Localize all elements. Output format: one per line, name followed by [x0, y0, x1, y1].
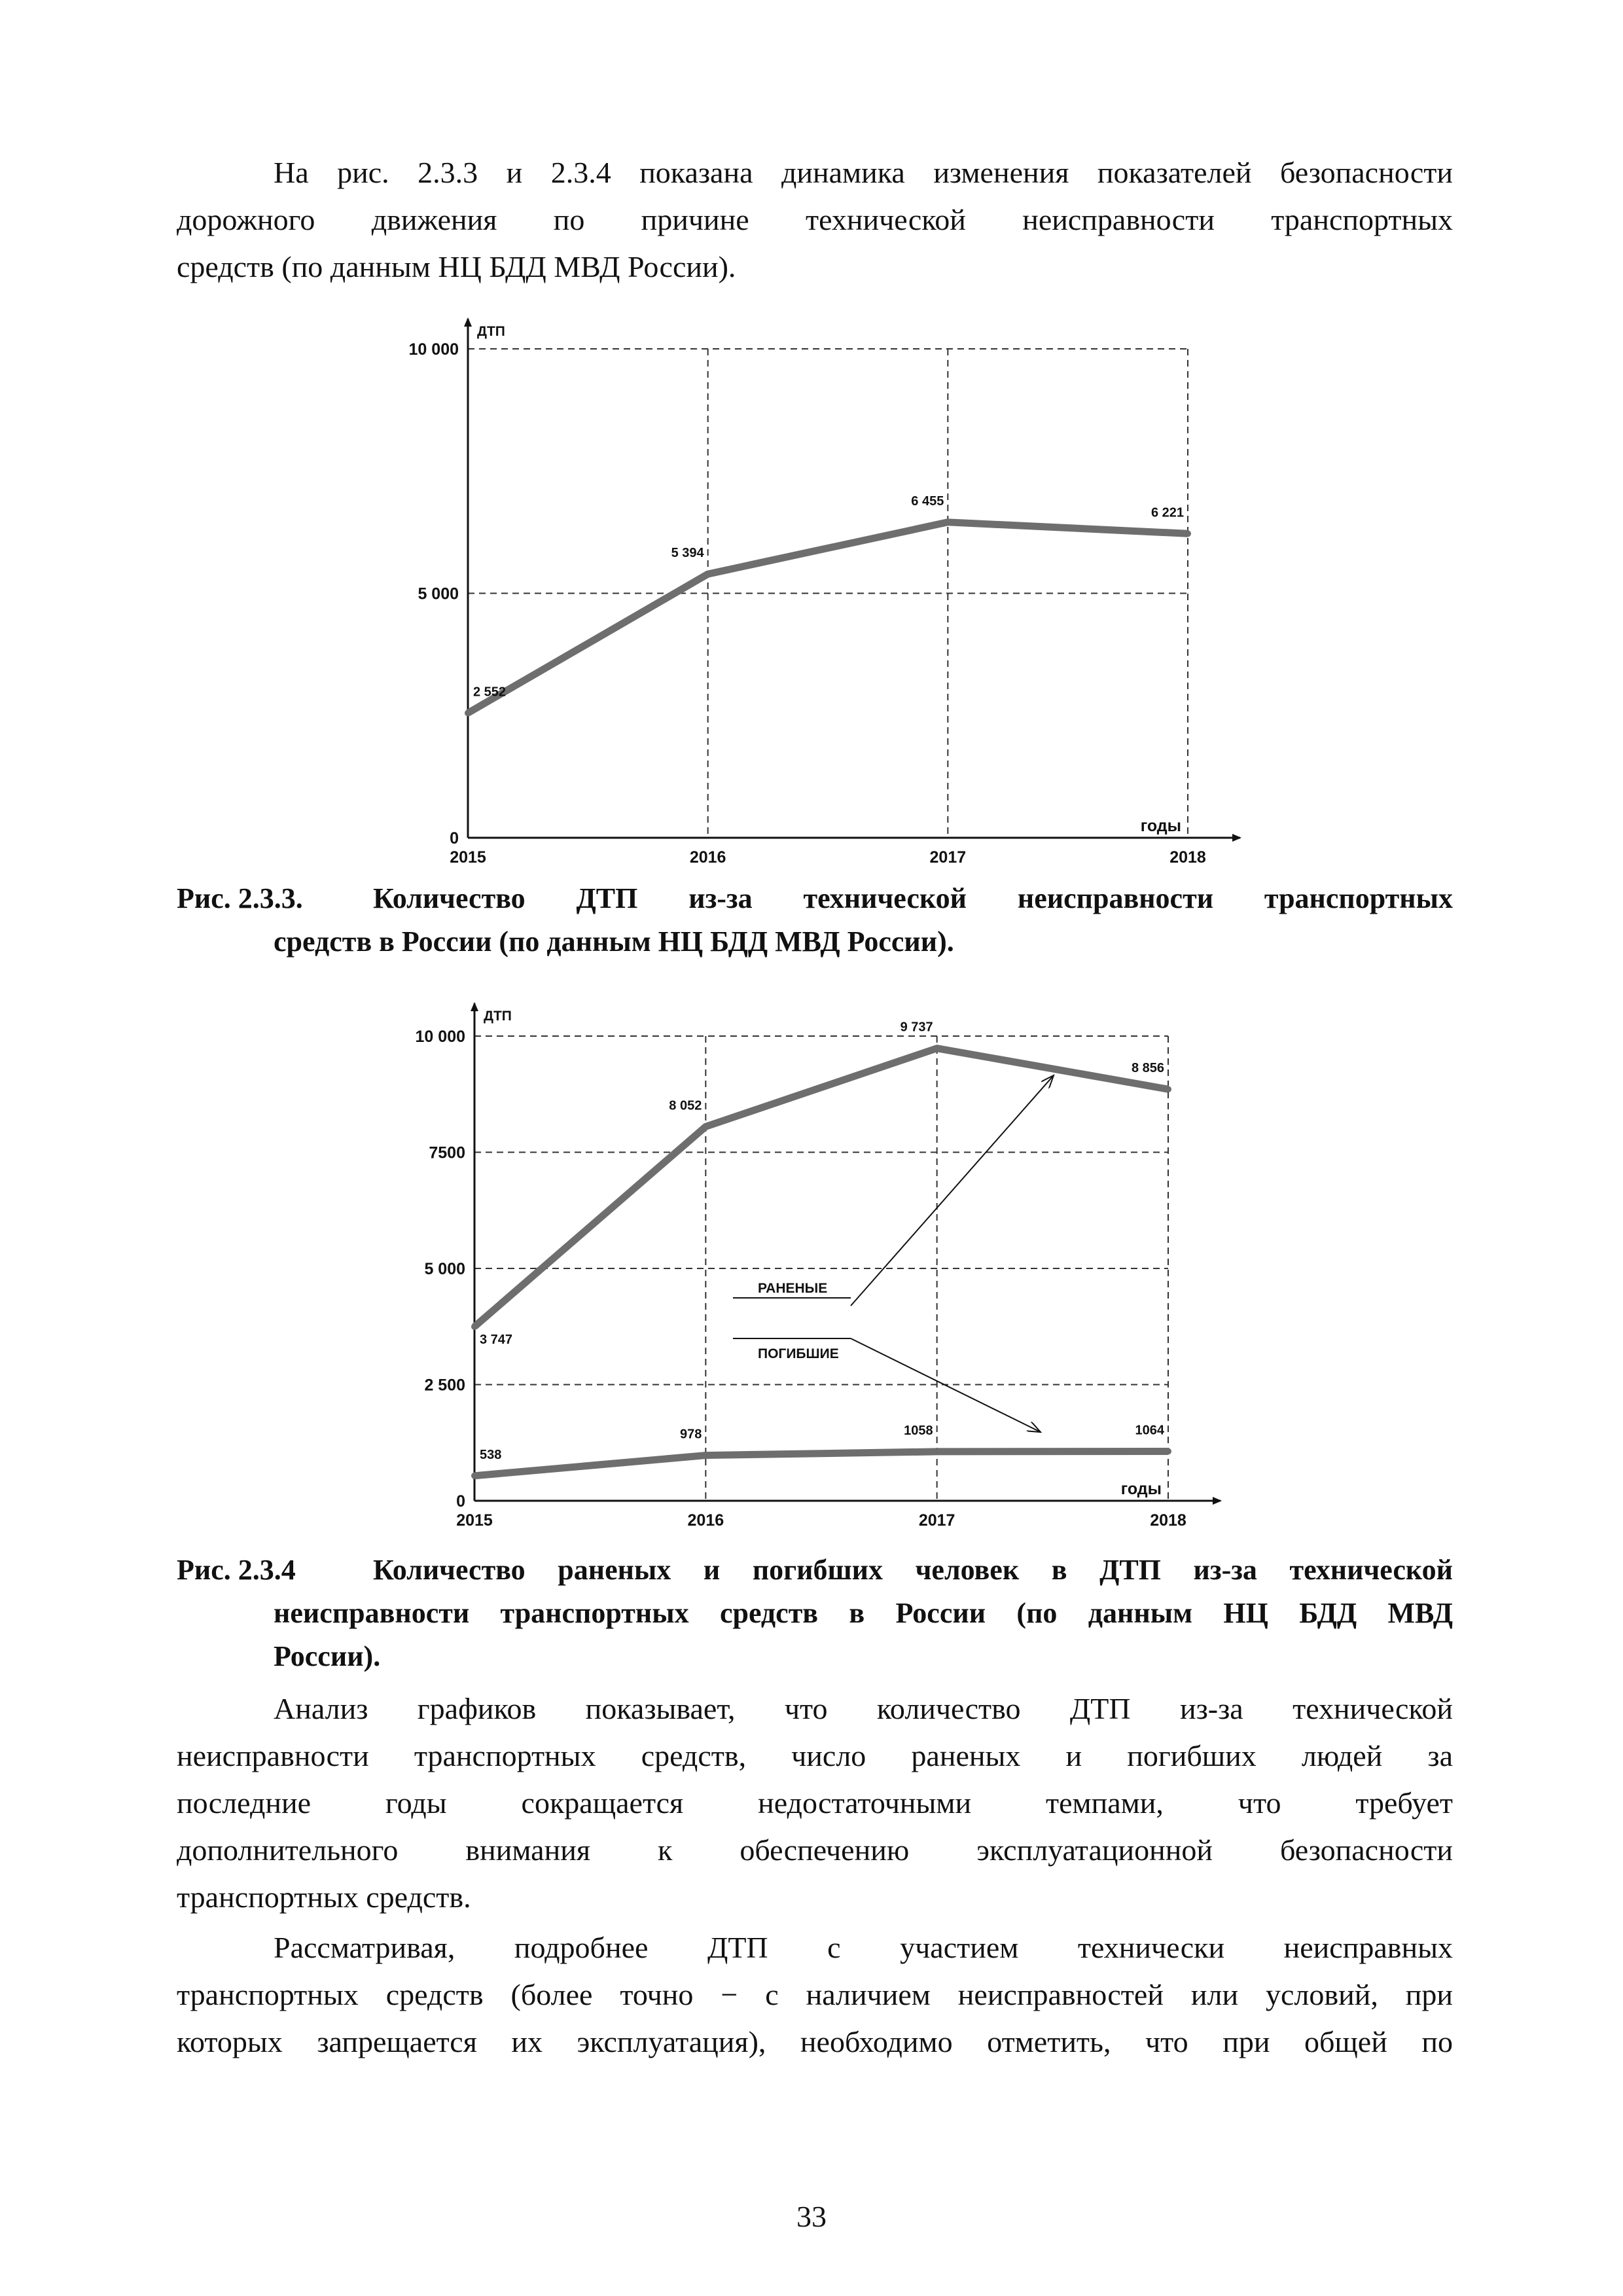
y-tick-label-2: 10 000 — [408, 340, 459, 359]
data-point-1-0 — [471, 1473, 478, 1479]
figure-caption-2-3-3 — [177, 877, 1453, 963]
data-label-0-1: 5 394 — [671, 546, 704, 561]
x-axis-title: годы — [1140, 817, 1181, 835]
intro-line-1: На рис. 2.3.3 и 2.3.4 показана динамика изменения показателей безопасности — [274, 156, 1453, 189]
data-label-1-0: 538 — [480, 1447, 502, 1462]
y-tick-label-2: 5 000 — [424, 1260, 465, 1278]
data-label-0-3: 6 221 — [1150, 505, 1184, 520]
para2-line-2: транспортных средств (более точно − с наличием неисправностей или условий, при — [177, 1978, 1453, 2011]
caption-text: Количество ДТП из-за технической неисправности транспортных — [373, 882, 1453, 914]
x-tick-label-2: 2017 — [918, 1511, 955, 1530]
data-label-0-3: 8 856 — [1131, 1061, 1164, 1076]
legend-pointer-0 — [851, 1075, 1054, 1306]
caption-text: Количество раненых и погибших человек в ДТП из-за технической — [373, 1554, 1453, 1586]
y-tick-label-4: 10 000 — [415, 1028, 465, 1046]
data-point-0-2 — [944, 519, 951, 526]
data-label-0-0: 3 747 — [480, 1332, 513, 1347]
y-tick-label-1: 5 000 — [418, 584, 459, 603]
para1-line-2: неисправности транспортных средств, число раненых и погибших людей за — [177, 1739, 1453, 1772]
figure-caption-2-3-4 — [177, 1549, 1453, 1678]
x-tick-label-0: 2015 — [450, 848, 486, 867]
x-tick-label-2: 2017 — [929, 848, 967, 867]
caption-text-cont-2: России). — [274, 1640, 381, 1672]
chart-accidents — [366, 304, 1283, 867]
caption-text-cont: неисправности транспортных средств в России (по данным НЦ БДД МВД — [274, 1597, 1453, 1629]
data-label-1-2: 1058 — [904, 1423, 933, 1438]
x-tick-label-1: 2016 — [687, 1511, 724, 1530]
caption-number: Рис. 2.3.4 — [177, 1554, 296, 1586]
intro-line-2: дорожного движения по причине технической неисправности транспортных — [177, 203, 1453, 236]
para2-line-1: Рассматривая, подробнее ДТП с участием технически неисправных — [274, 1931, 1453, 1964]
caption-text-cont: средств в России (по данным НЦ БДД МВД России). — [274, 925, 954, 958]
y-axis-title: ДТП — [484, 1009, 512, 1024]
data-point-0-1 — [705, 571, 711, 577]
para2-line-3: которых запрещается их эксплуатация), необходимо отметить, что при общей по — [177, 2025, 1453, 2058]
legend-label-0: РАНЕНЫЕ — [758, 1281, 828, 1296]
data-point-1-3 — [1165, 1448, 1171, 1454]
x-tick-label-1: 2016 — [689, 848, 726, 867]
legend-label-1: ПОГИБШИЕ — [758, 1346, 839, 1361]
y-tick-label-3: 7500 — [429, 1143, 465, 1162]
para1-line-4: дополнительного внимания к обеспечению эксплуатационной безопасности — [177, 1833, 1453, 1867]
data-label-1-1: 978 — [679, 1427, 702, 1442]
data-label-0-0: 2 552 — [473, 685, 507, 700]
y-axis-title: ДТП — [477, 324, 505, 339]
x-axis-title: годы — [1120, 1480, 1162, 1498]
data-point-1-2 — [934, 1448, 940, 1455]
caption-number: Рис. 2.3.3. — [177, 882, 303, 914]
para1-line-5: транспортных средств. — [177, 1880, 471, 1914]
data-label-0-2: 9 737 — [900, 1020, 933, 1035]
x-tick-label-0: 2015 — [456, 1511, 493, 1530]
y-tick-label-0: 0 — [450, 829, 459, 848]
y-tick-label-0: 0 — [456, 1492, 465, 1511]
y-tick-label-1: 2 500 — [424, 1376, 465, 1395]
data-point-0-2 — [934, 1045, 940, 1052]
data-point-0-3 — [1165, 1086, 1171, 1092]
para1-line-3: последние годы сокращается недостаточными темпами, что требует — [177, 1786, 1453, 1820]
chart-injured-killed — [366, 985, 1283, 1548]
data-point-0-0 — [465, 709, 471, 716]
data-point-1-1 — [702, 1452, 709, 1459]
page-number: 33 — [796, 2200, 827, 2233]
x-tick-label-3: 2018 — [1169, 848, 1206, 867]
data-label-0-1: 8 052 — [669, 1098, 702, 1113]
series-line-0 — [468, 522, 1188, 713]
x-tick-label-3: 2018 — [1150, 1511, 1186, 1530]
data-point-0-0 — [471, 1323, 478, 1330]
series-line-1 — [474, 1451, 1168, 1475]
data-label-0-2: 6 455 — [911, 493, 944, 509]
para1-line-1: Анализ графиков показывает, что количество ДТП из-за технической — [274, 1692, 1453, 1725]
data-point-0-1 — [702, 1123, 709, 1130]
data-point-0-3 — [1185, 530, 1191, 537]
data-label-1-3: 1064 — [1135, 1423, 1164, 1438]
intro-line-3: средств (по данным НЦ БДД МВД России). — [177, 250, 736, 283]
